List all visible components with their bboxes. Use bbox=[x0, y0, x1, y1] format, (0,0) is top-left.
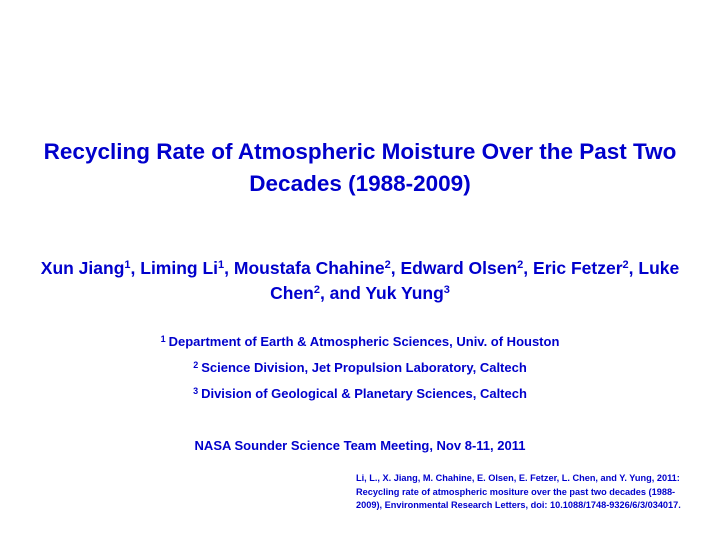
author-name: Eric Fetzer bbox=[533, 258, 623, 278]
affiliation-text: Department of Earth & Atmospheric Sciences, Univ. of Houston bbox=[168, 334, 560, 349]
author-separator: , bbox=[628, 258, 639, 278]
author-name: Moustafa Chahine bbox=[233, 258, 385, 278]
author-list bbox=[40, 256, 680, 306]
author-name: Yuk Yung bbox=[365, 283, 444, 303]
author-name: Xun Jiang bbox=[40, 258, 125, 278]
author-name: Liming Li bbox=[140, 258, 219, 278]
author-separator: , bbox=[224, 258, 234, 278]
author-separator: , bbox=[390, 258, 401, 278]
author-affiliation-number: 2 bbox=[313, 284, 320, 296]
affiliation-1 bbox=[40, 333, 680, 351]
meeting-info: NASA Sounder Science Team Meeting, Nov 8-11, 2011 bbox=[194, 438, 526, 453]
author-affiliation-number: 1 bbox=[124, 259, 131, 271]
affiliation-number: 3 bbox=[193, 386, 199, 396]
author-name: Luke Chen bbox=[270, 258, 680, 303]
citation: Li, L., X. Jiang, M. Chahine, E. Olsen, E. Fetzer, L. Chen, and Y. Yung, 2011: Recycling rate of atmospheric mositure over the past two decades (1988-2009), Environmental Research Letters, doi: 10.1088/1748-9326/6/3/034017. bbox=[356, 473, 681, 510]
author-affiliation-number: 3 bbox=[443, 284, 450, 296]
author-affiliation-number: 2 bbox=[384, 259, 391, 271]
slide-title: Recycling Rate of Atmospheric Moisture Over the Past Two Decades (1988-2009) bbox=[43, 139, 677, 196]
author-affiliation-number: 1 bbox=[218, 259, 225, 271]
author-name: Edward Olsen bbox=[400, 258, 518, 278]
author-separator: , bbox=[523, 258, 534, 278]
author-affiliation-number: 2 bbox=[622, 259, 629, 271]
affiliation-3 bbox=[40, 385, 680, 403]
affiliation-text: Science Division, Jet Propulsion Laboratory, Caltech bbox=[201, 360, 527, 375]
author-affiliation-number: 2 bbox=[517, 259, 524, 271]
affiliation-number: 1 bbox=[160, 334, 166, 344]
author-separator: , bbox=[130, 258, 141, 278]
author-separator: , and bbox=[319, 283, 366, 303]
affiliation-2 bbox=[40, 359, 680, 377]
affiliation-number: 2 bbox=[193, 360, 199, 370]
affiliation-text: Division of Geological & Planetary Sciences, Caltech bbox=[201, 386, 527, 401]
